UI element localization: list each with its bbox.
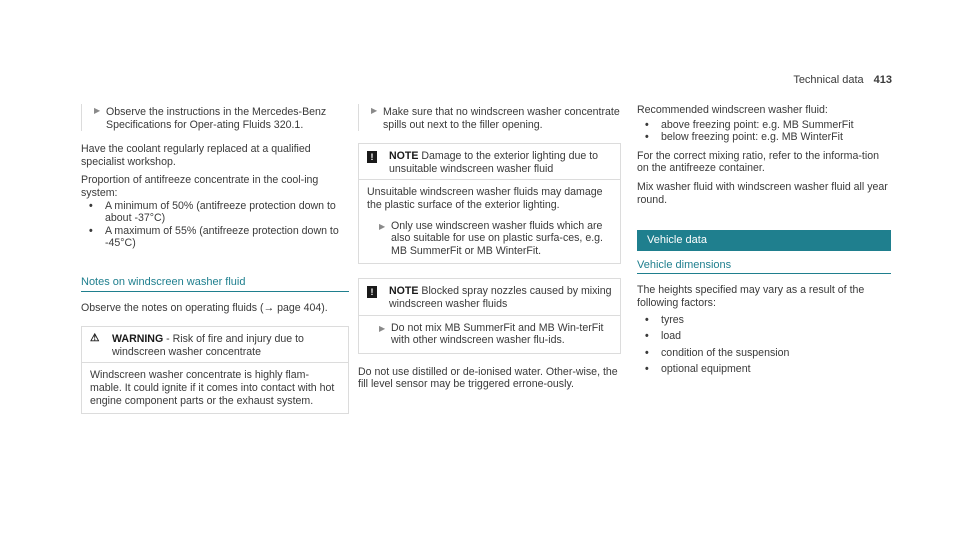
list-item: • below freezing point: e.g. MB WinterFit xyxy=(645,131,843,144)
note-title: Blocked spray nozzles caused by mixing windscreen washer fluids xyxy=(389,285,612,310)
bullet-icon: • xyxy=(645,346,649,359)
bullet-list xyxy=(637,314,891,376)
bullet-list xyxy=(637,119,891,144)
bullet-icon: • xyxy=(89,224,93,237)
page-number: 413 xyxy=(873,74,892,86)
paragraph: Mix washer fluid with windscreen washer fluid all year round. xyxy=(637,180,888,206)
note-body: Unsuitable windscreen washer fluids may damage the plastic surface of the exterior lighting. ▶ Only use windscreen washer fluids which are also suitable for use on plastic surfa-ces, e.g. MB SummerFit or MB WinterFit. xyxy=(359,179,620,263)
paragraph: Observe the notes on operating fluids (→ page 404). xyxy=(81,301,328,314)
warning-box xyxy=(81,326,349,414)
list-item: • A minimum of 50% (antifreeze protection down to about -37°C) xyxy=(89,199,336,225)
note-box xyxy=(358,278,621,353)
note-keyword: NOTE xyxy=(389,285,419,298)
bullet-icon: • xyxy=(89,199,93,212)
list-item: • condition of the suspension xyxy=(645,346,790,359)
paragraph: The heights specified may vary as a result of the following factors: xyxy=(637,284,865,309)
instruction-step xyxy=(367,322,612,347)
note-title: Damage to the exterior lighting due to unsuitable windscreen washer fluid xyxy=(389,150,599,175)
step-arrow-icon: ▶ xyxy=(94,106,101,115)
step-text: Do not mix MB SummerFit and MB Win-terFit with other windscreen washer flu-ids. xyxy=(391,321,604,347)
note-header xyxy=(359,144,620,179)
note-exclamation-icon: ! xyxy=(367,151,377,163)
note-box xyxy=(358,143,621,264)
paragraph: For the correct mixing ratio, refer to the informa-tion on the antifreeze container. xyxy=(637,149,879,175)
paragraph: Do not use distilled or de-ionised water. Other-wise, the fill level sensor may be triggered errone-ously. xyxy=(358,365,618,391)
bullet-list xyxy=(81,200,349,250)
paragraph: Proportion of antifreeze concentrate in the cool-ing system: xyxy=(81,174,319,199)
note-body xyxy=(359,315,620,353)
step-text: Observe the instructions in the Mercedes-Benz Specifications for Oper-ating Fluids 320.1. xyxy=(106,106,327,131)
bullet-icon: • xyxy=(645,363,649,376)
column-3 xyxy=(637,0,891,376)
step-arrow-icon: ▶ xyxy=(371,106,378,115)
instruction-step xyxy=(367,220,612,258)
list-item: • load xyxy=(645,330,682,343)
header-title: Technical data xyxy=(793,74,864,86)
step-text: Only use windscreen washer fluids which are also suitable for use on plastic surfa-ces, e.g. MB SummerFit or MB WinterFit. xyxy=(391,219,603,257)
section-bar: Vehicle data xyxy=(637,230,891,251)
list-item: • A maximum of 55% (antifreeze protection down to -45°C) xyxy=(89,224,339,250)
paragraph: Have the coolant regularly replaced at a qualified specialist workshop. xyxy=(81,143,311,168)
bullet-icon: • xyxy=(645,313,649,326)
column-1 xyxy=(81,0,349,414)
step-arrow-icon: ▶ xyxy=(379,221,386,231)
warning-header xyxy=(82,327,348,362)
instruction-step xyxy=(81,104,349,131)
bullet-icon: • xyxy=(645,118,649,131)
bullet-icon: • xyxy=(645,131,649,144)
warning-keyword: WARNING xyxy=(112,333,164,346)
paragraph: Recommended windscreen washer fluid: xyxy=(637,104,828,116)
note-header xyxy=(359,279,620,314)
bullet-icon: • xyxy=(645,330,649,343)
instruction-step xyxy=(358,104,621,131)
step-text: Make sure that no windscreen washer concentrate spills out next to the filler opening. xyxy=(383,106,620,131)
subsection-title: Vehicle dimensions xyxy=(637,259,891,275)
note-keyword: NOTE xyxy=(389,150,419,163)
step-arrow-icon: ▶ xyxy=(379,323,386,333)
list-item: • tyres xyxy=(645,313,684,326)
list-item: • optional equipment xyxy=(645,363,751,376)
warning-title: - Risk of fire and injury due to windscreen washer concentrate xyxy=(112,333,304,358)
warning-body: Windscreen washer concentrate is highly flam-mable. It could ignite if it comes into contact with hot engine component parts or the exhaust system. xyxy=(82,362,348,413)
list-item: • above freezing point: e.g. MB SummerFit xyxy=(645,118,854,131)
section-title: Notes on windscreen washer fluid xyxy=(81,276,349,292)
note-exclamation-icon: ! xyxy=(367,286,377,298)
column-2 xyxy=(358,0,621,391)
warning-triangle-icon: ⚠ xyxy=(90,332,100,345)
